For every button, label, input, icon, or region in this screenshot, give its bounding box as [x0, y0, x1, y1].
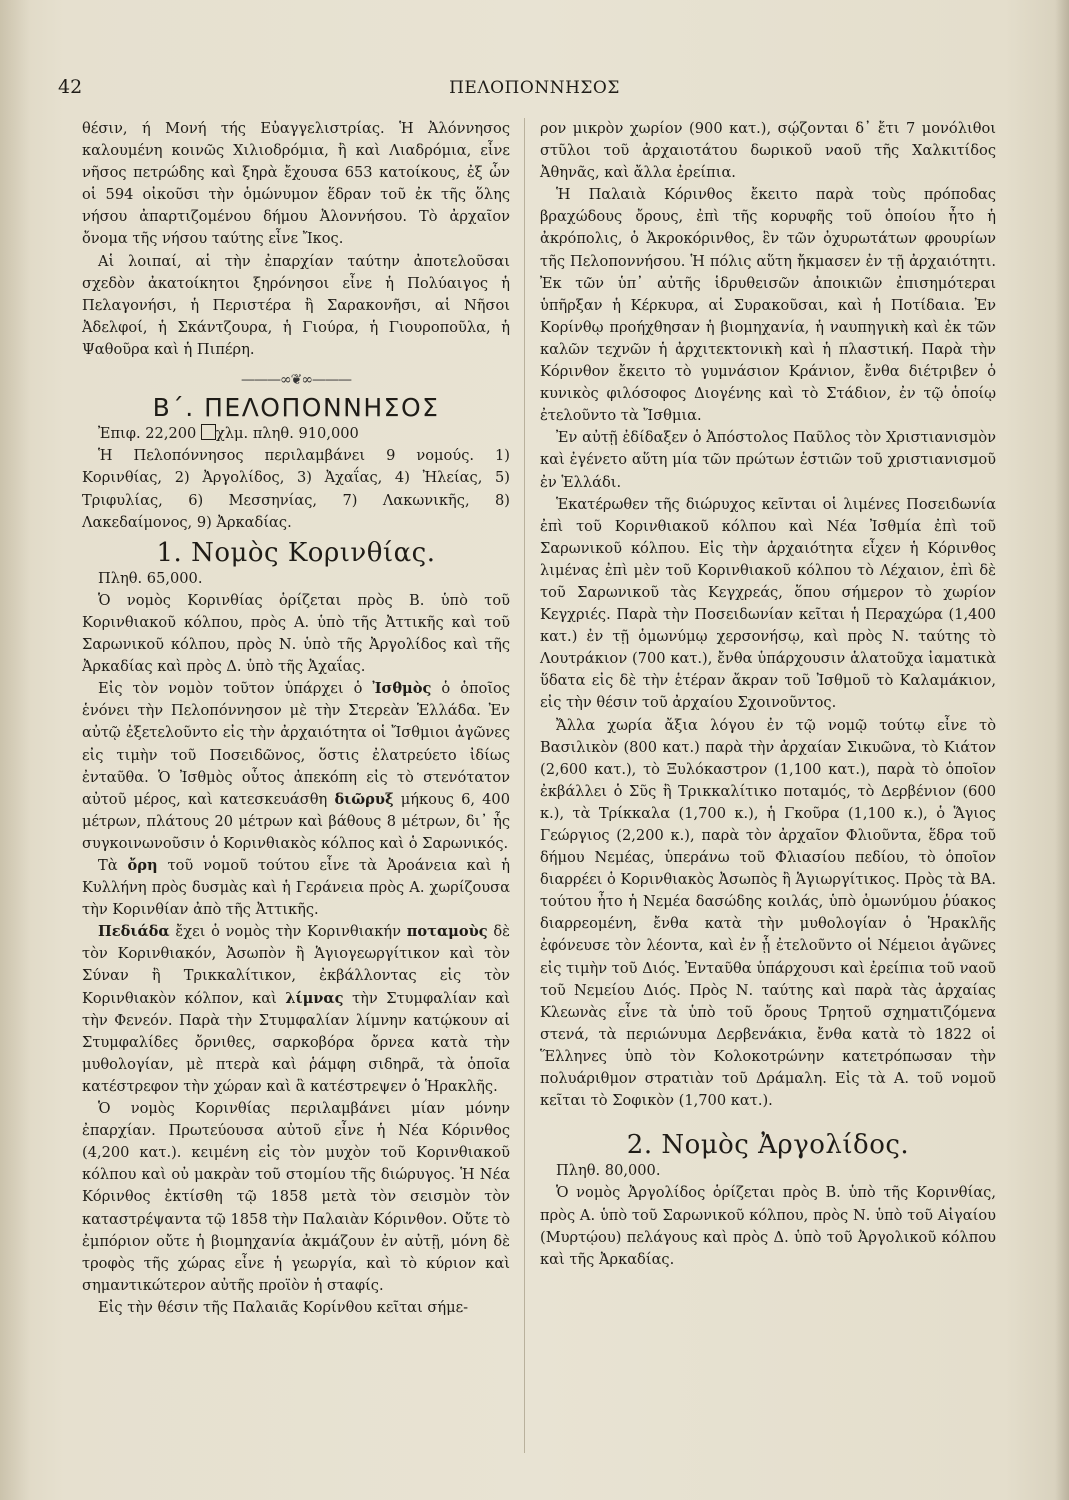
text-run: ἔχει ὁ νομὸς τὴν Κορινθιακήν [175, 923, 401, 941]
running-title: ΠΕΛΟΠΟΝΝΗΣΟΣ [449, 78, 620, 98]
left-column [82, 118, 510, 1319]
bold-term: ποταμοὺς [406, 923, 488, 941]
text-run: δὲ τὸν Κορινθιακόν, Ἀσωπὸν ἢ Ἁγιογεωργίτικον καὶ τὸν Σύναν ἢ Τρικκαλίτικον, ἐκβάλλοντας εἰς τὸν Κορινθιακὸν κόλπον, καὶ [82, 923, 511, 1007]
paragraph: Ἡ Παλαιὰ Κόρινθος ἔκειτο παρὰ τοὺς πρόποδας βραχώδους ὄρους, ἐπὶ τῆς κορυφῆς τοῦ ὁποίου ἦτο ἡ ἀκρόπολις, ὁ Ἀκροκόρινθος, ἓν τῶν ὀχυρωτάτων φρουρίων τῆς Πελοποννήσου. Ἡ πόλις αὕτη ἤκμασεν ἐν τῇ ἀρχαιότητι. Ἐκ τῶν ὑπ᾽ αὐτῆς ἱδρυθεισῶν ἀποικιῶν ἐπισημότεραι ὑπῆρξαν ἡ Κέρκυρα, αἱ Συρακοῦσαι, καὶ ἡ Ποτίδαια. Ἐν Κορίνθῳ προήχθησαν ἡ βιομηχανία, ἡ ναυπηγικὴ καὶ ἐκ τῶν καλῶν τεχνῶν ἡ ἀρχιτεκτονικὴ καὶ ἡ πλαστική. Παρὰ τὴν Κόρινθον ἔκειτο τὸ γυμνάσιον Κράνιον, ἔνθα διέτριβεν ὁ κυνικὸς φιλόσοφος Διογένης καὶ τὸ Στάδιον, ἐν τῷ ὁποίῳ ἐτελοῦντο τὰ Ἴσθμια. [540, 186, 996, 425]
paragraph: Ἡ Πελοπόννησος περιλαμβάνει 9 νομούς. 1) Κορινθίας, 2) Ἀργολίδος, 3) Ἀχαΐας, 4) Ἠλείας, 5) Τριφυλίας, 6) Μεσσηνίας, 7) Λακωνικῆς, 8) Λακεδαίμονος, 9) Ἀρκαδίας. [82, 447, 510, 531]
paragraph [82, 855, 510, 921]
paragraph [82, 921, 510, 1098]
text-run: Εἰς τὸν νομὸν τοῦτον ὑπάρχει ὁ [98, 680, 363, 698]
paragraph: Εἰς τὴν θέσιν τῆς Παλαιᾶς Κορίνθου κεῖται σήμε- [98, 1298, 469, 1316]
bold-term: Πεδιάδα [98, 923, 170, 941]
text-run: ὁ ὁποῖος ἑνόνει τὴν Πελοπόννησον μὲ τὴν Στερεὰν Ἑλλάδα. Ἐν αὐτῷ ἐξετελοῦντο εἰς τὴν ἀρχαιότητα οἱ Ἴσθμιοι ἀγῶνες εἰς τιμὴν τοῦ Ποσειδῶνος, ὅστις ἐλατρεύετο ἰδίως ἐνταῦθα. Ὁ Ἰσθμὸς οὗτος ἀπεκόπη εἰς τὸ στενότατον αὐτοῦ μέρος, καὶ κατεσκευάσθη [82, 680, 511, 808]
paragraph: Ἐν αὐτῇ ἐδίδαξεν ὁ Ἀπόστολος Παῦλος τὸν Χριστιανισμὸν καὶ ἐγένετο αὕτη μία τῶν πρώτων ἑστιῶν τοῦ χριστιανισμοῦ ἐν Ἑλλάδι. [540, 429, 996, 491]
stats-line [82, 423, 510, 445]
text-run: τοῦ νομοῦ τούτου εἶνε τὰ Ἀροάνεια καὶ ἡ Κυλλήνη πρὸς δυσμὰς καὶ ἡ Γεράνεια πρὸς Α. χωρίζουσα τὴν Κορινθίαν ἀπὸ τῆς Ἀττικῆς. [82, 857, 511, 919]
population-line: Πληθ. 80,000. [556, 1162, 661, 1180]
right-column [540, 118, 996, 1271]
page-fold-shadow [0, 0, 30, 1500]
area-unit: χλμ. πληθ. 910,000 [215, 425, 359, 443]
paragraph: Αἱ λοιπαί, αἱ τὴν ἐπαρχίαν ταύτην ἀποτελοῦσαι σχεδὸν ἀκατοίκητοι ξηρόνησοι εἶνε ἡ Πολύαιγος ἡ Πελαγονήσι, ἡ Περιστέρα ἢ Σαρακονῆσι, αἱ Νῆσοι Ἀδελφοί, ἡ Σκάντζουρα, ἡ Γιούρα, ἡ Γιουροποῦλα, ἡ Ψαθοῦρα καὶ ἡ Πιπέρη. [82, 252, 510, 358]
area-label: Ἐπιφ. 22,200 [98, 425, 197, 443]
population-line: Πληθ. 65,000. [98, 569, 203, 587]
paragraph: Ἑκατέρωθεν τῆς διώρυχος κεῖνται οἱ λιμένες Ποσειδωνία ἐπὶ τοῦ Κορινθιακοῦ κόλπου καὶ Νέα Ἰσθμία ἐπὶ τοῦ Σαρωνικοῦ κόλπου. Εἰς τὴν ἀρχαιότητα εἶχεν ἡ Κόρινθος λιμένας ἐπὶ μὲν τοῦ Κορινθιακοῦ κόλπου τὸ Λέχαιον, ἐπὶ δὲ τοῦ Σαρωνικοῦ τὰς Κεγχρεάς, ὅπου σήμερον τὸ χωρίον Κεγχριές. Παρὰ τὴν Ποσειδωνίαν κεῖται ἡ Περαχώρα (1,400 κατ.) ἐν τῇ ὁμωνύμῳ χερσονήσῳ, καὶ πρὸς Ν. ταύτης τὸ Λουτράκιον (700 κατ.), ἔνθα ὑπάρχουσιν ἁλατοῦχα ἰαματικὰ ὕδατα εἰς δὲ τὴν ἑτέραν ἄκραν τοῦ Ἰσθμοῦ τὸ Καλαμάκιον, εἰς τὴν θέσιν τοῦ ἀρχαίου Σχοινοῦντος. [540, 495, 996, 712]
ornament-divider: ———∞❦∞——— [240, 372, 352, 389]
bold-term: ὄρη [127, 857, 158, 874]
nomos-title: 1. Νομὸς Κορινθίας. [156, 537, 436, 568]
page-edge-shadow [1055, 0, 1069, 1500]
section-title: Β΄. ΠΕΛΟΠΟΝΝΗΣΟΣ [152, 393, 440, 423]
nomos-title: 2. Νομὸς Ἀργολίδος. [626, 1130, 910, 1161]
text-run: τὴν Στυμφαλίαν καὶ τὴν Φενεόν. Παρὰ τὴν Στυμφαλίαν λίμνην κατῴκουν αἱ Στυμφαλίδες ὄρνιθες, σαρκοβόρα ὄρνεα κατὰ τὴν μυθολογίαν, μὲ πτερὰ καὶ ῥάμφη σιδηρᾶ, τὰ ὁποῖα κατέστρεφον τὴν χώραν καὶ ἃ κατέστρεψεν ὁ Ἡρακλῆς. [82, 989, 511, 1095]
paragraph: Ὁ νομὸς Ἀργολίδος ὁρίζεται πρὸς Β. ὑπὸ τῆς Κορινθίας, πρὸς Α. ὑπὸ τοῦ Σαρωνικοῦ κόλπου, πρὸς Ν. ὑπὸ τοῦ Αἰγαίου (Μυρτῴου) πελάγους καὶ πρὸς Δ. ὑπὸ τοῦ Ἀργολικοῦ κόλπου καὶ τῆς Ἀρκαδίας. [540, 1184, 996, 1268]
bold-term: λίμνας [285, 989, 344, 1007]
paragraph: θέσιν, ή Μονή τής Εὐαγγελιστρίας. Ἡ Ἀλόννησος καλουμένη κοινῶς Χιλιοδρόμια, ἢ καὶ Λιαδρόμια, εἶνε νῆσος πετρώδης καὶ ξηρὰ ἔχουσα 653 κατοίκους, ἐξ ὧν οἱ 594 οἰκοῦσι τὴν ὁμώνυμον ἕδραν τοῦ ἐκ τῆς ὅλης νήσου ἀπαρτιζομένου δήμου Ἀλοννήσου. Τὸ ἀρχαῖον ὄνομα τῆς νήσου ταύτης εἶνε Ἴκος. [82, 120, 510, 248]
paragraph: Ὁ νομὸς Κορινθίας ὁρίζεται πρὸς Β. ὑπὸ τοῦ Κορινθιακοῦ κόλπου, πρὸς Α. ὑπὸ τῆς Ἀττικῆς καὶ τοῦ Σαρωνικοῦ κόλπου, πρὸς Ν. ὑπὸ τῆς Ἀργολίδος καὶ τῆς Ἀρκαδίας καὶ πρὸς Δ. ὑπὸ τῆς Ἀχαΐας. [82, 591, 510, 676]
text-run: Τὰ [98, 857, 118, 874]
paragraph [82, 678, 510, 855]
column-divider [524, 118, 525, 1453]
square-symbol-icon [201, 424, 216, 440]
page-number: 42 [58, 76, 83, 98]
paragraph: Ὁ νομὸς Κορινθίας περιλαμβάνει μίαν μόνην ἐπαρχίαν. Πρωτεύουσα αὐτοῦ εἶνε ἡ Νέα Κόρινθος (4,200 κατ.). κειμένη εἰς τὸν μυχὸν τοῦ Κορινθιακοῦ κόλπου καὶ οὐ μακρὰν τοῦ στομίου τῆς διώρυγος. Ἡ Νέα Κόρινθος ἐκτίσθη τῷ 1858 μετὰ τὸν σεισμὸν τὸν καταστρέψαντα τῷ 1858 τὴν Παλαιὰν Κόρινθον. Οὔτε τὸ ἐμπόριον οὔτε ἡ βιομηχανία ἀκμάζουν ἐν αὐτῇ, μόνη δὲ τροφὸς τῆς χώρας εἶνε ἡ γεωργία, καὶ τὸ κύριον καὶ σημαντικώτερον αὐτῆς προϊὸν ἡ σταφίς. [82, 1100, 510, 1294]
bold-term: Ἰσθμὸς [372, 680, 432, 698]
paragraph: Ἄλλα χωρία ἄξια λόγου ἐν τῷ νομῷ τούτῳ εἶνε τὸ Βασιλικὸν (800 κατ.) παρὰ τὴν ἀρχαίαν Σικυῶνα, τὸ Κιάτον (2,600 κατ.), τὸ Ξυλόκαστρον (1,100 κατ.), παρὰ τὸ ὁποῖον ἐκβάλλει ὁ Σῦς ἢ Τρικκαλίτικο ποταμός, τὸ Δερβένιον (600 κ.), τὰ Τρίκκαλα (1,700 κ.), ἡ Γκοῦρα (1,100 κ.), ὁ Ἅγιος Γεώργιος (2,200 κ.), παρὰ τὸν ἀρχαῖον Φλιοῦντα, ἕδρα τοῦ δήμου Νεμέας, ὑπεράνω τοῦ Φλιασίου πεδίου, τὸ ὁποῖον διαρρέει ὁ Κορινθιακὸς Ἀσωπὸς ἢ Ἁγιωργίτικος. Πρὸς τὰ ΒΑ. τούτου ἦτο ἡ Νεμέα δασώδης κοιλάς, ὑπὸ ὁμωνύμου ῥύακος διαρρεομένη, ἔνθα κατὰ τὴν μυθολογίαν ὁ Ἡρακλῆς ἐφόνευσε τὸν λέοντα, καὶ ἐν ᾗ ἐτελοῦντο οἱ Νέμειοι ἀγῶνες εἰς τιμὴν τοῦ Διός. Ἐνταῦθα ὑπάρχουσι καὶ ἐρείπια τοῦ ναοῦ τοῦ Νεμείου Διός. Πρὸς Ν. ταύτης καὶ παρὰ τὰς ἀρχαίας Κλεωνὰς εἶνε τὰ ὑπὸ τοῦ ὄρους Τρητοῦ σχηματιζόμενα στενά, τὰ περιώνυμα Δερβενάκια, ἔνθα κατὰ τὸ 1822 οἱ Ἕλληνες ὑπὸ τὸν Κολοκοτρώνην κατετρόπωσαν τὴν πολυάριθμον στρατιὰν τοῦ Δράμαλη. Εἰς τὰ Α. τοῦ νομοῦ κεῖται τὸ Σοφικὸν (1,700 κατ.). [540, 716, 996, 1110]
bold-term: διῶρυξ [334, 790, 394, 808]
text-run: μήκους 6, 400 μέτρων, πλάτους 20 μέτρων καὶ βάθους 8 μέτρων, δι᾽ ἧς συγκοινωνοῦσιν ὁ Κορινθιακὸς κόλπος καὶ ὁ Σαρωνικός. [82, 790, 511, 852]
paragraph: ρον μικρὸν χωρίον (900 κατ.), σῴζονται δ᾽ ἔτι 7 μονόλιθοι στῦλοι τοῦ ἀρχαιοτάτου δωρικοῦ ναοῦ τῆς Χαλκιτίδος Ἀθηνᾶς, καὶ ἄλλα ἐρείπια. [540, 120, 996, 182]
